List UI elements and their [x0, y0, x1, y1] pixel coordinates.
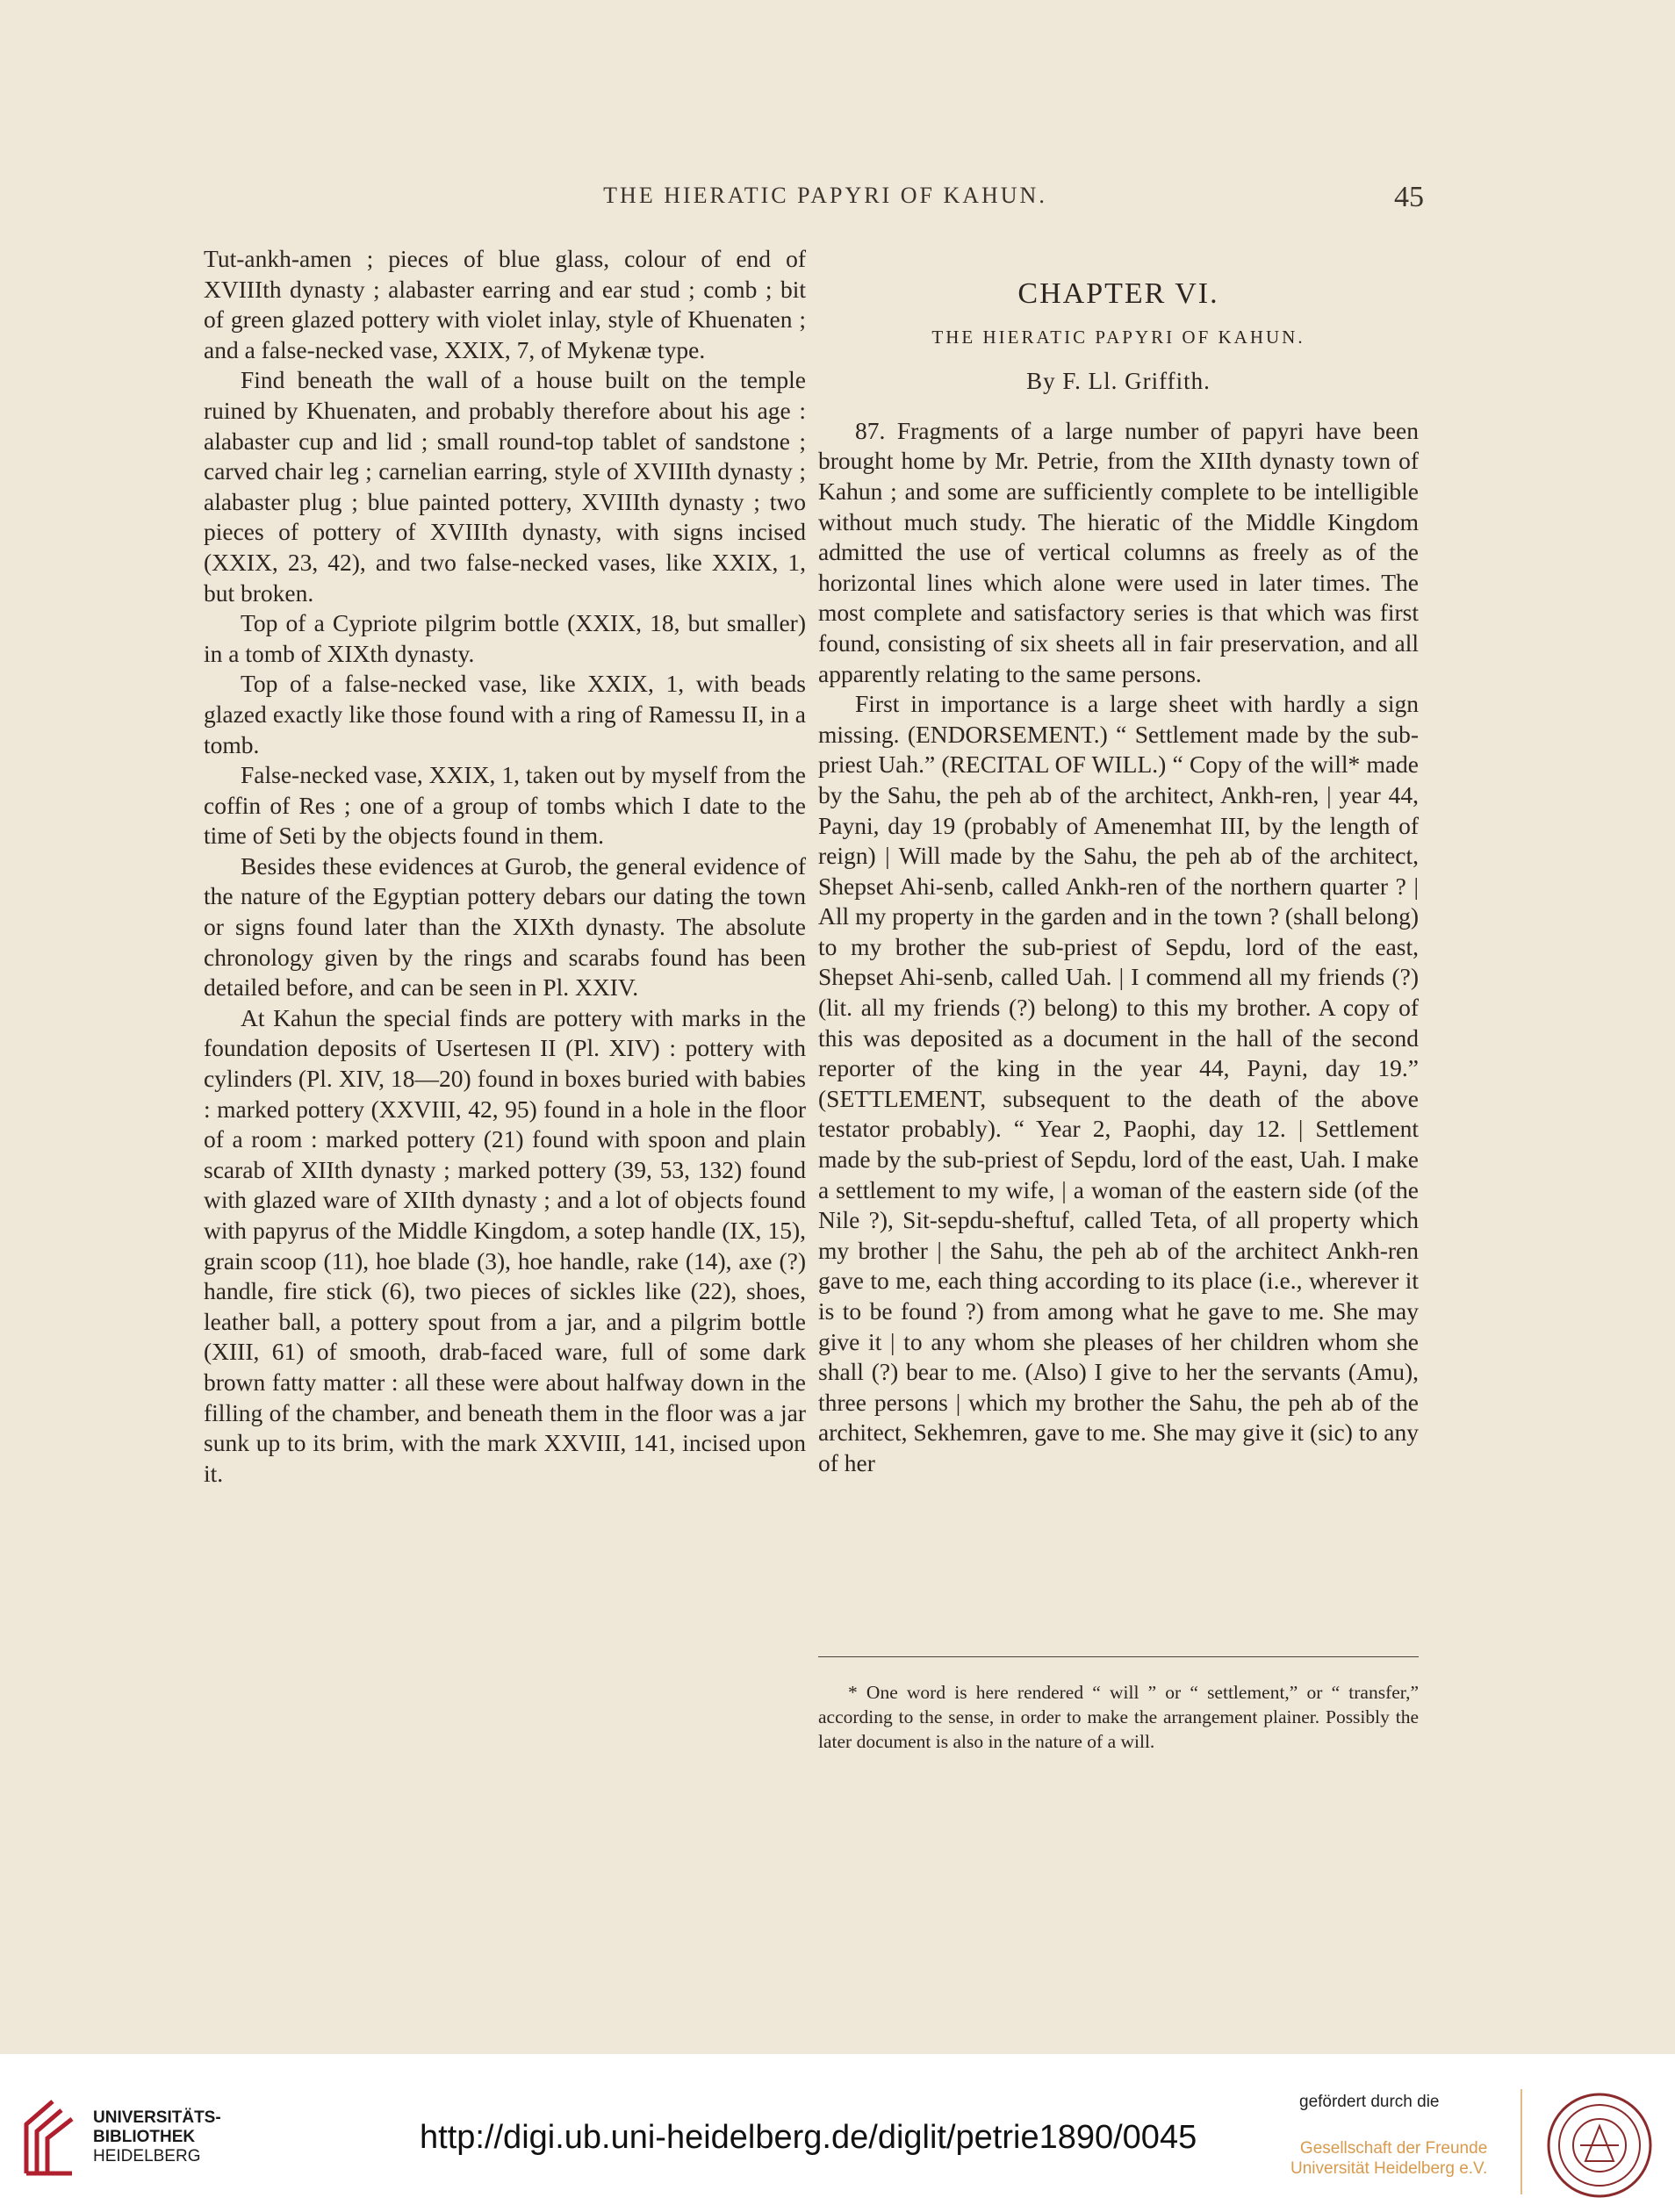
university-seal-icon	[1545, 2091, 1654, 2200]
right-column	[818, 272, 1419, 1479]
chapter-author: By F. Ll. Griffith.	[1026, 368, 1211, 395]
right-paragraph-2: First in importance is a large sheet with hardly a sign missing. (ENDORSEMENT.) “ Settlement made by the sub-priest Uah.” (RECITAL OF WILL.) “ Copy of the will* made by the Sahu, the peh ab of the architect, Ankh-ren, | year 44, Payni, day 19 (probably of Amenemhat III, by the length of reign) | Will made by the Sahu, the peh ab of the architect, Shepset Ahi-senb, called Ankh-ren of the northern quarter ? | All my property in the garden and in the town ? (shall belong) to my brother the sub-priest of Sepdu, lord of the east, Shepset Ahi-senb, called Uah. | I commend all my friends (?) (lit. all my friends (?) belong) to this my brother. A copy of this was deposited as a document in the hall of the second reporter of the king in the year 44, Payni, day 19.” (SETTLEMENT, subsequent to the death of the above testator probably). “ Year 2, Paophi, day 12. | Settlement made by the sub-priest of Sepdu, lord of the east, Uah. I make a settlement to my wife, | a woman of the eastern side (of the Nile ?), Sit-sepdu-sheftuf, called Teta, of all property which my brother | the Sahu, the peh ab of the architect Ankh-ren gave to me, each thing according to its place (i.e., wherever it is to be found ?) from among what he gave to me. She may give it | to any whom she pleases of her children whom she shall (?) bear to me. (Also) I give to her the servants (Amu), three persons | which my brother the Sahu, the peh ab of the architect, Sekhemren, gave to me. She may give it (sic) to any of her	[818, 690, 1419, 1476]
library-name-line-2: BIBLIOTHEK	[93, 2128, 196, 2146]
society-name	[1290, 2138, 1487, 2179]
left-paragraph-3: Top of a Cypriote pilgrim bottle (XXIX, 18, but smaller) in a tomb of XIXth dynasty.	[204, 609, 806, 667]
library-name-line-3: HEIDELBERG	[93, 2147, 201, 2165]
library-name-line-1: UNIVERSITÄTS-	[93, 2108, 221, 2127]
library-name	[93, 2108, 221, 2166]
left-column	[204, 244, 806, 1489]
footer-divider	[1520, 2089, 1522, 2194]
left-paragraph-5: False-necked vase, XXIX, 1, taken out by myself from the coffin of Res ; one of a group of tombs which I date to the time of Seti by the objects found in them.	[204, 761, 806, 850]
library-logo-icon	[18, 2094, 79, 2179]
left-paragraph-7: At Kahun the special finds are pottery with marks in the foundation deposits of Usertesen II (Pl. XIV) : pottery with cylinders (Pl. XIV, 18—20) found in boxes buried with babies : marked pottery (XXVIII, 42, 95) found in a hole in the floor of a room : marked pottery (21) found with spoon and plain scarab of XIIth dynasty ; marked pottery (39, 53, 132) found with glazed ware of XIIth dynasty ; and a lot of objects found with papyrus of the Middle Kingdom, a sotep handle (IX, 15), grain scoop (11), hoe blade (3), hoe handle, rake (14), axe (?) handle, fire stick (6), two pieces of sickles like (22), shoes, leather ball, a pottery spout from a jar, and a pilgrim bottle (XIII, 61) of smooth, drab-faced ware, full of some dark brown fatty matter : all these were about halfway down in the filling of the chamber, and beneath them in the floor was a jar sunk up to its brim, with the mark XXVIII, 141, incised upon it.	[204, 1003, 806, 1487]
left-paragraph-1: Tut-ankh-amen ; pieces of blue glass, colour of end of XVIIIth dynasty ; alabaster earring and ear stud ; comb ; bit of green glazed pottery with violet inlay, style of Khuenaten ; and a false-necked vase, XXIX, 7, of Mykenæ type.	[204, 245, 806, 363]
footnote-rule	[818, 1656, 1419, 1657]
footnote: * One word is here rendered “ will ” or “ settlement,” or “ transfer,” according to the sense, in order to make the arrangement plainer. Possibly the later document is also in the nature of a will.	[818, 1682, 1419, 1752]
society-name-line-2: Universität Heidelberg e.V.	[1290, 2159, 1488, 2178]
right-paragraph-1: 87. Fragments of a large number of papyri have been brought home by Mr. Petrie, from the XIIth dynasty town of Kahun ; and some are sufficiently complete to be intelligible without much study. The hieratic of the Middle Kingdom admitted the use of vertical columns as freely as of the horizontal lines which alone were used in later times. The most complete and satisfactory series is that which was first found, consisting of six sheets all in fair preservation, and all apparently relating to the same persons.	[818, 416, 1419, 687]
society-name-line-1: Gesellschaft der Freunde	[1299, 2139, 1488, 2158]
left-paragraph-6: Besides these evidences at Gurob, the general evidence of the nature of the Egyptian pottery debars our dating the town or signs found later than the XIXth dynasty. The absolute chronology given by the rings and scarabs found has been detailed before, and can be seen in Pl. XXIV.	[204, 851, 806, 1002]
funded-by-label: gefördert durch die	[1299, 2093, 1440, 2111]
chapter-subtitle: THE HIERATIC PAPYRI OF KAHUN.	[931, 326, 1305, 348]
chapter-title: CHAPTER VI.	[1017, 277, 1219, 310]
running-title: THE HIERATIC PAPYRI OF KAHUN.	[603, 183, 1047, 208]
permalink-url[interactable]: http://digi.ub.uni-heidelberg.de/diglit/petrie1890/0045	[420, 2119, 1197, 2156]
digital-library-footer	[0, 2054, 1675, 2212]
left-paragraph-4: Top of a false-necked vase, like XXIX, 1, with beads glazed exactly like those found with a ring of Ramessu II, in a tomb.	[204, 670, 806, 758]
page-number: 45	[1394, 181, 1424, 213]
left-paragraph-2: Find beneath the wall of a house built on the temple ruined by Khuenaten, and probably therefore about his age : alabaster cup and lid ; small round-top tablet of sandstone ; carved chair leg ; carnelian earring, style of XVIIIth dynasty ; alabaster plug ; blue painted pottery, XVIIIth dynasty ; two pieces of pottery of XVIIIth dynasty, with signs incised (XXIX, 23, 42), and two false-necked vases, like XXIX, 1, but broken.	[204, 366, 806, 607]
